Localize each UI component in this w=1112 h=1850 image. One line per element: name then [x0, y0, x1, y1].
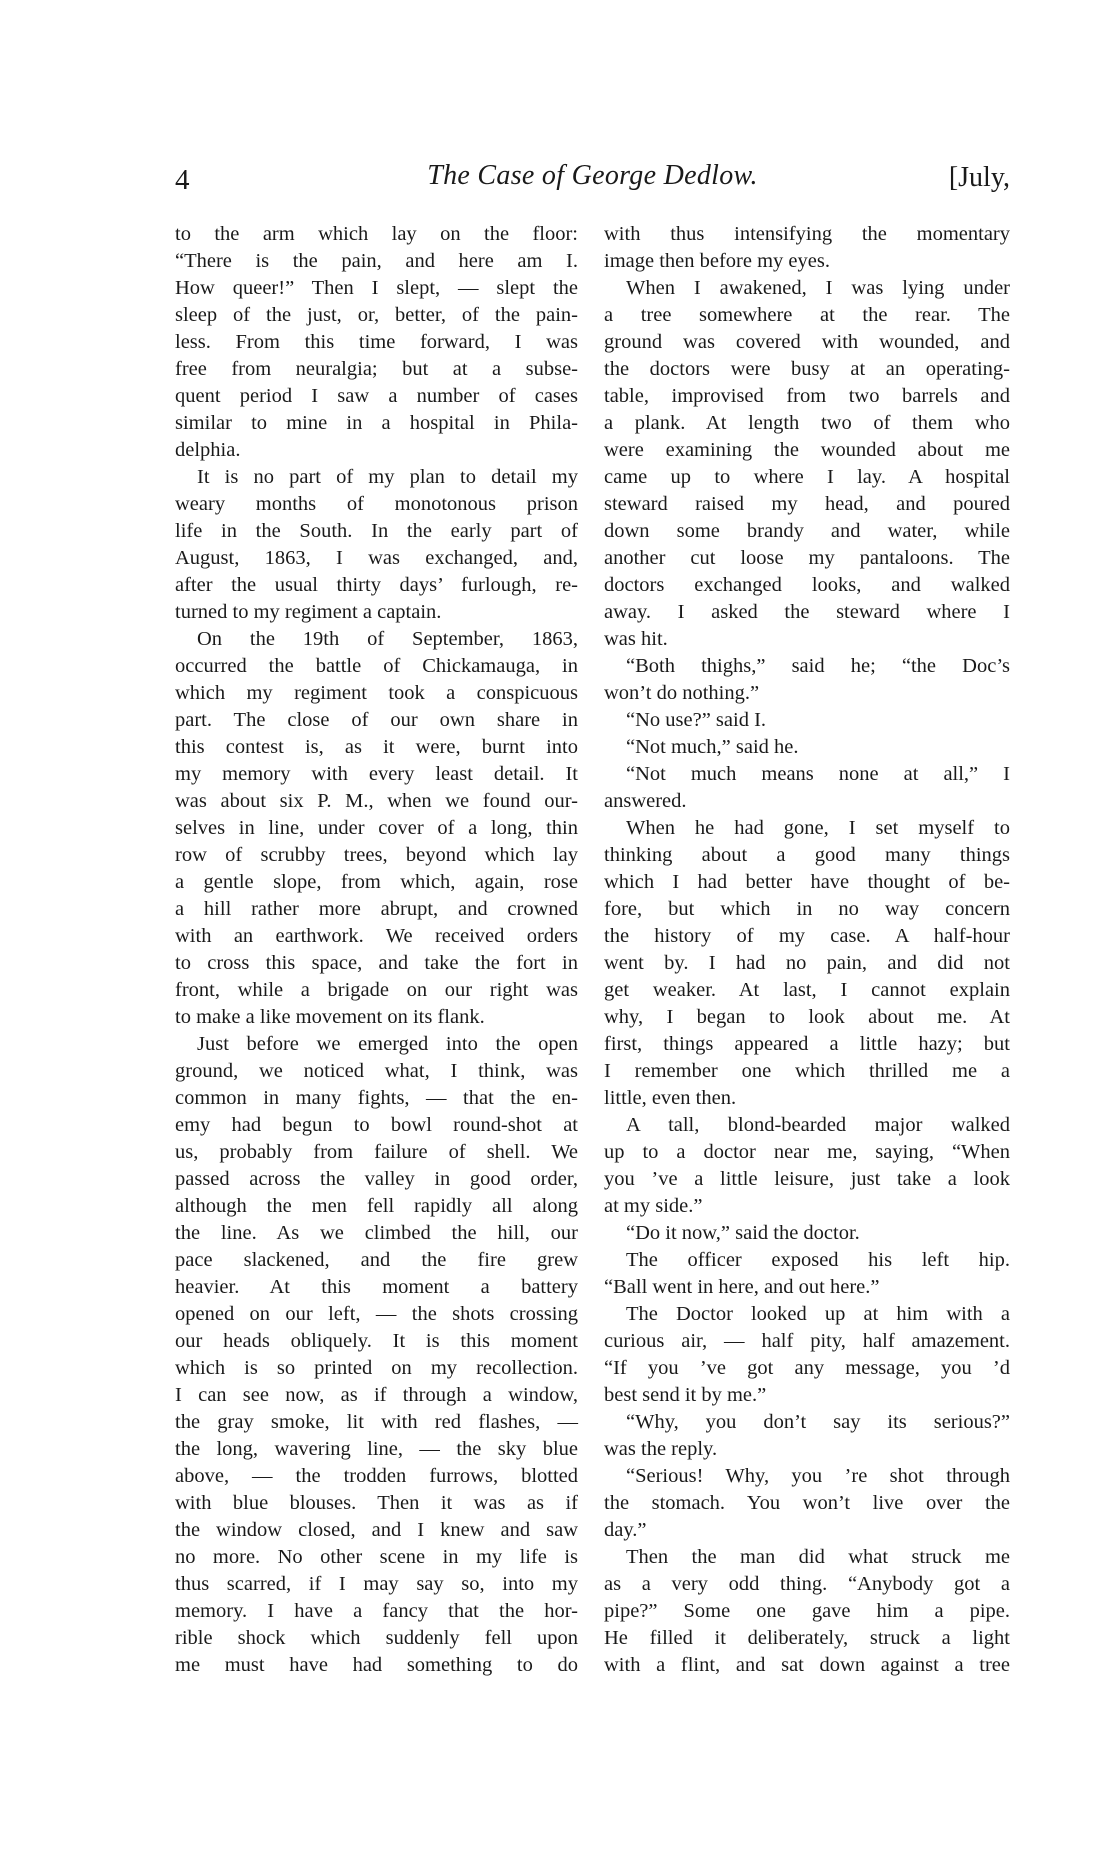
text-line: up to a doctor near me, saying, “When	[604, 1141, 1010, 1163]
text-line: came up to where I lay. A hospital	[604, 466, 1010, 488]
text-line: with blue blouses. Then it was as if	[175, 1492, 578, 1514]
paragraph	[604, 1220, 1010, 1247]
text-line: Just before we emerged into the open	[197, 1033, 578, 1055]
text-line: a plank. At length two of them who	[604, 412, 1010, 434]
text-line: “Ball went in here, and out here.”	[604, 1276, 880, 1298]
text-line: although the men fell rapidly all along	[175, 1195, 578, 1217]
text-line: day.”	[604, 1519, 647, 1541]
paragraph	[604, 707, 1010, 734]
text-line: fore, but which in no way concern	[604, 898, 1010, 920]
text-line: quent period I saw a number of cases	[175, 385, 578, 407]
text-line: this contest is, as it were, burnt into	[175, 736, 578, 758]
text-line: a gentle slope, from which, again, rose	[175, 871, 578, 893]
text-line: passed across the valley in good order,	[175, 1168, 578, 1190]
text-line: He filled it deliberately, struck a light	[604, 1627, 1010, 1649]
text-line: get weaker. At last, I cannot explain	[604, 979, 1010, 1001]
text-line: “There is the pain, and here am I.	[175, 250, 578, 272]
text-line: a hill rather more abrupt, and crowned	[175, 898, 578, 920]
text-line: table, improvised from two barrels and	[604, 385, 1010, 407]
text-line: I can see now, as if through a window,	[175, 1384, 578, 1406]
paragraph	[604, 221, 1010, 275]
text-line: occurred the battle of Chickamauga, in	[175, 655, 578, 677]
text-line: best send it by me.”	[604, 1384, 767, 1406]
text-line: away. I asked the steward where I	[604, 601, 1010, 623]
text-line: delphia.	[175, 439, 241, 461]
text-line: won’t do nothing.”	[604, 682, 760, 704]
text-line: free from neuralgia; but at a subse-	[175, 358, 578, 380]
text-line: memory. I have a fancy that the hor-	[175, 1600, 578, 1622]
text-line: was about six P. M., when we found our-	[175, 790, 578, 812]
text-line: thus scarred, if I may say so, into my	[175, 1573, 578, 1595]
paragraph	[604, 1463, 1010, 1544]
text-line: similar to mine in a hospital in Phila-	[175, 412, 578, 434]
paragraph	[604, 275, 1010, 653]
left-column	[175, 221, 578, 1679]
paragraph	[175, 626, 578, 1031]
text-line: little, even then.	[604, 1087, 737, 1109]
right-column	[604, 221, 1010, 1679]
text-line: to make a like movement on its flank.	[175, 1006, 485, 1028]
text-line: image then before my eyes.	[604, 250, 830, 272]
text-line: a tree somewhere at the rear. The	[604, 304, 1010, 326]
text-line: opened on our left, — the shots crossing	[175, 1303, 578, 1325]
text-line: down some brandy and water, while	[604, 520, 1010, 542]
issue-month: [July,	[948, 162, 1010, 193]
paragraph	[604, 1409, 1010, 1463]
text-line: turned to my regiment a captain.	[175, 601, 442, 623]
text-line: “Not much,” said he.	[626, 736, 799, 758]
text-line: first, things appeared a little hazy; but	[604, 1033, 1010, 1055]
text-line: ground, we noticed what, I think, was	[175, 1060, 578, 1082]
paragraph	[604, 1301, 1010, 1409]
text-line: “Both thighs,” said he; “the Doc’s	[626, 655, 1010, 677]
text-line: no more. No other scene in my life is	[175, 1546, 578, 1568]
paragraph	[604, 1247, 1010, 1301]
text-line: emy had begun to bowl round-shot at	[175, 1114, 578, 1136]
text-line: was the reply.	[604, 1438, 718, 1460]
text-line: the long, wavering line, — the sky blue	[175, 1438, 578, 1460]
text-line: selves in line, under cover of a long, thin	[175, 817, 578, 839]
text-line: the doctors were busy at an operating-	[604, 358, 1010, 380]
text-line: A tall, blond-bearded major walked	[626, 1114, 1010, 1136]
text-line: went by. I had no pain, and did not	[604, 952, 1010, 974]
text-line: as a very odd thing. “Anybody got a	[604, 1573, 1010, 1595]
page-number: 4	[175, 164, 190, 196]
text-line: with thus intensifying the momentary	[604, 223, 1010, 245]
running-header	[175, 160, 1010, 204]
text-line: thinking about a good many things	[604, 844, 1010, 866]
paragraph	[175, 221, 578, 464]
text-line: weary months of monotonous prison	[175, 493, 578, 515]
text-line: “Serious! Why, you ’re shot through	[626, 1465, 1010, 1487]
paragraph	[604, 734, 1010, 761]
text-line: to cross this space, and take the fort in	[175, 952, 578, 974]
paragraph	[175, 1031, 578, 1679]
text-line: answered.	[604, 790, 687, 812]
text-line: “If you ’ve got any message, you ’d	[604, 1357, 1010, 1379]
running-title: The Case of George Dedlow.	[427, 160, 758, 191]
text-line: row of scrubby trees, beyond which lay	[175, 844, 578, 866]
text-line: pipe?” Some one gave him a pipe.	[604, 1600, 1010, 1622]
text-line: at my side.”	[604, 1195, 703, 1217]
text-line: after the usual thirty days’ furlough, re-	[175, 574, 578, 596]
text-line: another cut loose my pantaloons. The	[604, 547, 1010, 569]
text-line: the history of my case. A half-hour	[604, 925, 1010, 947]
text-line: with a flint, and sat down against a tree	[604, 1654, 1010, 1676]
text-line: my memory with every least detail. It	[175, 763, 578, 785]
text-line: When I awakened, I was lying under	[626, 277, 1010, 299]
text-line: August, 1863, I was exchanged, and,	[175, 547, 578, 569]
text-line: which my regiment took a conspicuous	[175, 682, 578, 704]
text-line: The Doctor looked up at him with a	[626, 1303, 1010, 1325]
paragraph	[604, 761, 1010, 815]
text-line: I remember one which thrilled me a	[604, 1060, 1010, 1082]
text-line: sleep of the just, or, better, of the pain-	[175, 304, 578, 326]
text-line: doctors exchanged looks, and walked	[604, 574, 1010, 596]
text-line: with an earthwork. We received orders	[175, 925, 578, 947]
text-line: How queer!” Then I slept, — slept the	[175, 277, 578, 299]
text-line: us, probably from failure of shell. We	[175, 1141, 578, 1163]
paragraph	[604, 1544, 1010, 1679]
text-line: you ’ve a little leisure, just take a look	[604, 1168, 1010, 1190]
text-line: me must have had something to do	[175, 1654, 578, 1676]
text-line: The officer exposed his left hip.	[626, 1249, 1010, 1271]
text-line: ground was covered with wounded, and	[604, 331, 1010, 353]
text-line: “Why, you don’t say its serious?”	[626, 1411, 1010, 1433]
paragraph	[604, 653, 1010, 707]
text-line: why, I began to look about me. At	[604, 1006, 1010, 1028]
text-line: It is no part of my plan to detail my	[197, 466, 578, 488]
text-line: our heads obliquely. It is this moment	[175, 1330, 578, 1352]
text-line: the stomach. You won’t live over the	[604, 1492, 1010, 1514]
text-line: which I had better have thought of be-	[604, 871, 1010, 893]
text-line: front, while a brigade on our right was	[175, 979, 578, 1001]
paragraph	[175, 464, 578, 626]
text-line: to the arm which lay on the floor:	[175, 223, 578, 245]
text-line: When he had gone, I set myself to	[626, 817, 1010, 839]
text-line: pace slackened, and the fire grew	[175, 1249, 578, 1271]
text-line: rible shock which suddenly fell upon	[175, 1627, 578, 1649]
text-line: steward raised my head, and poured	[604, 493, 1010, 515]
text-line: “Not much means none at all,” I	[626, 763, 1010, 785]
text-line: which is so printed on my recollection.	[175, 1357, 578, 1379]
text-line: heavier. At this moment a battery	[175, 1276, 578, 1298]
text-line: above, — the trodden furrows, blotted	[175, 1465, 578, 1487]
text-line: curious air, — half pity, half amazement.	[604, 1330, 1010, 1352]
text-line: On the 19th of September, 1863,	[197, 628, 578, 650]
text-line: common in many fights, — that the en-	[175, 1087, 578, 1109]
text-line: were examining the wounded about me	[604, 439, 1010, 461]
text-line: was hit.	[604, 628, 668, 650]
text-line: Then the man did what struck me	[626, 1546, 1010, 1568]
text-line: “No use?” said I.	[626, 709, 767, 731]
text-line: life in the South. In the early part of	[175, 520, 578, 542]
text-line: less. From this time forward, I was	[175, 331, 578, 353]
text-line: the window closed, and I knew and saw	[175, 1519, 578, 1541]
text-line: “Do it now,” said the doctor.	[626, 1222, 860, 1244]
text-line: the line. As we climbed the hill, our	[175, 1222, 578, 1244]
text-line: the gray smoke, lit with red flashes, —	[175, 1411, 578, 1433]
paragraph	[604, 815, 1010, 1112]
paragraph	[604, 1112, 1010, 1220]
text-line: part. The close of our own share in	[175, 709, 578, 731]
